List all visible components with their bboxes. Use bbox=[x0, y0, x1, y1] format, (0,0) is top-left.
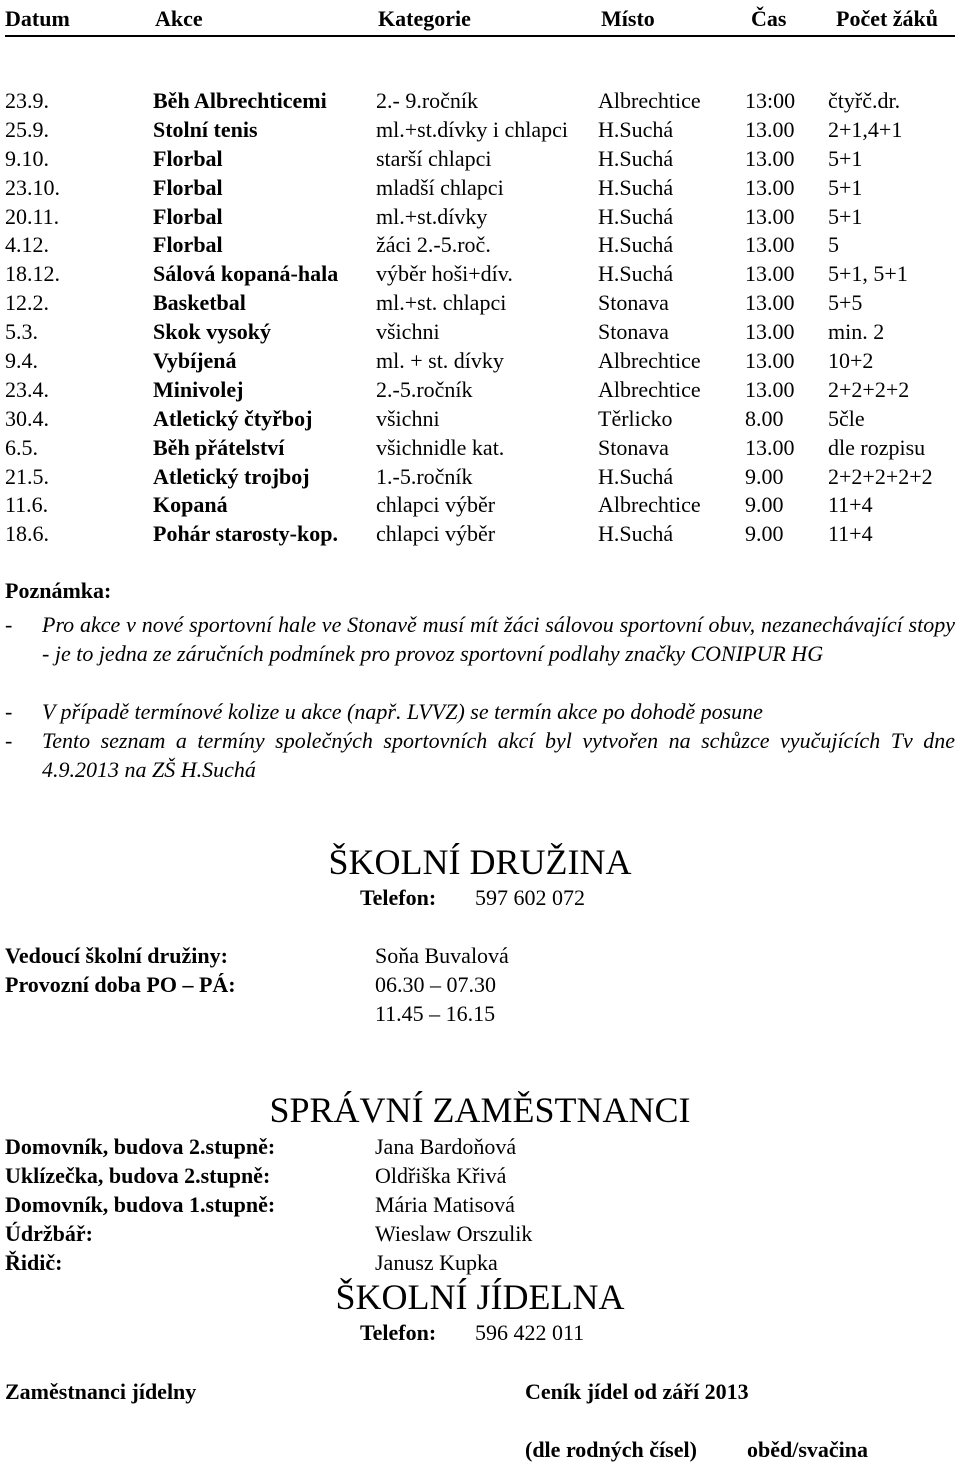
cell-akce: Atletický trojboj bbox=[153, 463, 310, 489]
staff-name: Jana Bardoňová bbox=[375, 1134, 517, 1159]
cell-datum: 30.4. bbox=[5, 405, 49, 431]
table-row bbox=[0, 346, 960, 375]
cell-misto: H.Suchá bbox=[598, 232, 674, 258]
table-row bbox=[0, 230, 960, 259]
staff-name: Oldřiška Křivá bbox=[375, 1163, 507, 1188]
note-item bbox=[5, 610, 955, 668]
cell-akce: Florbal bbox=[153, 232, 223, 258]
cell-misto: Albrechtice bbox=[598, 88, 701, 113]
header-akce: Akce bbox=[155, 6, 203, 31]
table-row bbox=[0, 317, 960, 346]
cell-misto: Stonava bbox=[598, 290, 669, 316]
table-row bbox=[0, 259, 960, 288]
cell-pocet: 11+4 bbox=[828, 521, 873, 547]
header-pocet: Počet žáků bbox=[836, 6, 939, 31]
cell-misto: Albrechtice bbox=[598, 348, 701, 374]
staff-name: Wieslaw Orszulik bbox=[375, 1221, 533, 1246]
cell-kategorie: všichni bbox=[376, 319, 440, 345]
cell-pocet: 2+2+2+2+2 bbox=[828, 463, 933, 489]
note-text: Tento seznam a termíny společných sportovních akcí byl vytvořen na schůzce vyučujících Tv dne 4.9.2013 na ZŠ H.Suchá bbox=[42, 728, 955, 782]
header-datum: Datum bbox=[5, 6, 70, 31]
staff-name: Mária Matisová bbox=[375, 1192, 515, 1217]
cell-misto: H.Suchá bbox=[598, 203, 674, 229]
druzina-phone: 597 602 072 bbox=[475, 885, 585, 910]
note-bullet: - bbox=[5, 699, 13, 724]
staff-name: Janusz Kupka bbox=[375, 1250, 498, 1275]
cell-cas: 13.00 bbox=[745, 261, 795, 287]
cell-datum: 9.4. bbox=[5, 348, 38, 374]
cell-cas: 13:00 bbox=[745, 88, 796, 113]
cell-cas: 9.00 bbox=[745, 492, 784, 518]
cell-kategorie: všichni bbox=[376, 405, 440, 431]
staff-role: Údržbář: bbox=[5, 1221, 93, 1246]
table-row bbox=[0, 202, 960, 231]
header-kategorie: Kategorie bbox=[378, 6, 471, 31]
cell-datum: 23.9. bbox=[5, 88, 49, 113]
table-row bbox=[0, 490, 960, 519]
cell-akce: Atletický čtyřboj bbox=[153, 405, 313, 431]
cell-kategorie: výběr hoši+dív. bbox=[376, 261, 513, 287]
cell-cas: 9.00 bbox=[745, 463, 784, 489]
cell-kategorie: chlapci výběr bbox=[376, 521, 496, 547]
note-text: Pro akce v nové sportovní hale ve Stonavě musí mít žáci sálovou sportovní obuv, nezanechávající stopy - je to jedna ze záručních podmínek pro provoz sportovní podlahy značky CONIPUR HG bbox=[42, 612, 955, 666]
cell-kategorie: starší chlapci bbox=[376, 145, 492, 171]
cell-datum: 23.10. bbox=[5, 174, 60, 200]
cell-cas: 13.00 bbox=[745, 348, 795, 374]
table-row bbox=[0, 404, 960, 433]
note-bullet: - bbox=[5, 612, 13, 637]
cell-cas: 13.00 bbox=[745, 319, 795, 345]
jidelna-employees-label: Zaměstnanci jídelny bbox=[5, 1379, 197, 1404]
cell-cas: 13.00 bbox=[745, 174, 795, 200]
cell-kategorie: ml. + st. dívky bbox=[376, 348, 504, 374]
cell-pocet: 5+1 bbox=[828, 203, 863, 229]
cell-pocet: 2+2+2+2 bbox=[828, 376, 910, 402]
cell-pocet: dle rozpisu bbox=[828, 434, 926, 460]
cell-kategorie: mladší chlapci bbox=[376, 174, 504, 200]
table-row bbox=[0, 173, 960, 202]
cell-misto: H.Suchá bbox=[598, 261, 674, 287]
cell-datum: 6.5. bbox=[5, 434, 38, 460]
druzina-head-label: Vedoucí školní družiny: bbox=[5, 943, 228, 968]
cell-misto: Stonava bbox=[598, 319, 669, 345]
cell-cas: 13.00 bbox=[745, 116, 795, 142]
staff-role: Řidič: bbox=[5, 1250, 63, 1275]
cell-kategorie: 1.-5.ročník bbox=[376, 463, 473, 489]
cell-datum: 18.6. bbox=[5, 521, 49, 547]
note-item bbox=[5, 726, 955, 784]
cell-pocet: 2+1,4+1 bbox=[828, 116, 903, 142]
cell-datum: 4.12. bbox=[5, 232, 49, 258]
cell-kategorie: 2.- 9.ročník bbox=[376, 88, 479, 113]
druzina-phone-label: Telefon: bbox=[360, 885, 437, 910]
cell-misto: Stonava bbox=[598, 434, 669, 460]
cell-cas: 13.00 bbox=[745, 376, 795, 402]
cell-pocet: min. 2 bbox=[828, 319, 885, 345]
cell-kategorie: 2.-5.ročník bbox=[376, 376, 473, 402]
druzina-hours-1: 06.30 – 07.30 bbox=[375, 972, 496, 997]
jidelna-price-label: Ceník jídel od září 2013 bbox=[525, 1379, 749, 1404]
cell-datum: 23.4. bbox=[5, 376, 49, 402]
cell-datum: 20.11. bbox=[5, 203, 60, 229]
cell-akce: Florbal bbox=[153, 145, 223, 171]
cell-kategorie: žáci 2.-5.roč. bbox=[376, 232, 491, 258]
table-row bbox=[0, 375, 960, 404]
cell-misto: H.Suchá bbox=[598, 174, 674, 200]
cell-misto: Albrechtice bbox=[598, 492, 701, 518]
jidelna-price-sub-2: oběd/svačina bbox=[747, 1437, 869, 1462]
cell-pocet: 5čle bbox=[828, 405, 865, 431]
cell-akce: Florbal bbox=[153, 174, 223, 200]
cell-pocet: 5+1 bbox=[828, 174, 863, 200]
cell-akce: Běh přátelství bbox=[153, 434, 285, 460]
jidelna-phone: 596 422 011 bbox=[475, 1320, 585, 1345]
cell-misto: H.Suchá bbox=[598, 145, 674, 171]
cell-cas: 13.00 bbox=[745, 232, 795, 258]
cell-akce: Pohár starosty-kop. bbox=[153, 521, 338, 547]
cell-cas: 13.00 bbox=[745, 203, 795, 229]
jidelna-title: ŠKOLNÍ JÍDELNA bbox=[335, 1277, 625, 1317]
cell-akce: Skok vysoký bbox=[153, 319, 272, 345]
cell-datum: 25.9. bbox=[5, 116, 49, 142]
cell-datum: 21.5. bbox=[5, 463, 49, 489]
cell-akce: Minivolej bbox=[153, 376, 244, 402]
events-table bbox=[0, 86, 960, 548]
cell-pocet: 5+1, 5+1 bbox=[828, 261, 908, 287]
cell-datum: 5.3. bbox=[5, 319, 38, 345]
cell-akce: Florbal bbox=[153, 203, 223, 229]
cell-datum: 9.10. bbox=[5, 145, 49, 171]
table-row bbox=[0, 115, 960, 144]
staff-title: SPRÁVNÍ ZAMĚSTNANCI bbox=[269, 1090, 691, 1130]
cell-pocet: 11+4 bbox=[828, 492, 873, 518]
druzina-hours-2: 11.45 – 16.15 bbox=[375, 1001, 496, 1026]
cell-pocet: 10+2 bbox=[828, 348, 874, 374]
cell-akce: Vybíjená bbox=[153, 348, 237, 374]
cell-akce: Stolní tenis bbox=[153, 116, 258, 142]
header-misto: Místo bbox=[601, 6, 655, 31]
cell-kategorie: ml.+st.dívky i chlapci bbox=[376, 116, 569, 142]
header-cas: Čas bbox=[751, 6, 787, 31]
druzina-title: ŠKOLNÍ DRUŽINA bbox=[328, 842, 632, 882]
cell-kategorie: ml.+st. chlapci bbox=[376, 290, 507, 316]
table-row bbox=[0, 144, 960, 173]
cell-akce: Sálová kopaná-hala bbox=[153, 261, 339, 287]
note-text: V případě termínové kolize u akce (např. LVVZ) se termín akce po dohodě posune bbox=[42, 699, 763, 724]
cell-datum: 12.2. bbox=[5, 290, 49, 316]
cell-misto: H.Suchá bbox=[598, 116, 674, 142]
cell-misto: Těrlicko bbox=[598, 405, 673, 431]
table-row bbox=[0, 288, 960, 317]
cell-cas: 13.00 bbox=[745, 434, 795, 460]
staff-role: Uklízečka, budova 2.stupně: bbox=[5, 1163, 271, 1188]
cell-pocet: 5+5 bbox=[828, 290, 863, 316]
table-row bbox=[0, 86, 960, 115]
header-rule bbox=[5, 35, 955, 37]
cell-akce: Běh Albrechticemi bbox=[153, 88, 327, 113]
table-row bbox=[0, 462, 960, 491]
notes-title: Poznámka: bbox=[5, 578, 112, 603]
cell-pocet: 5+1 bbox=[828, 145, 863, 171]
cell-kategorie: chlapci výběr bbox=[376, 492, 496, 518]
cell-cas: 13.00 bbox=[745, 145, 795, 171]
staff-role: Domovník, budova 1.stupně: bbox=[5, 1192, 276, 1217]
cell-cas: 9.00 bbox=[745, 521, 784, 547]
cell-datum: 11.6. bbox=[5, 492, 49, 518]
cell-cas: 13.00 bbox=[745, 290, 795, 316]
table-row bbox=[0, 519, 960, 548]
cell-misto: H.Suchá bbox=[598, 521, 674, 547]
cell-kategorie: ml.+st.dívky bbox=[376, 203, 488, 229]
table-header bbox=[0, 0, 960, 38]
note-bullet: - bbox=[5, 728, 13, 753]
jidelna-phone-label: Telefon: bbox=[360, 1320, 437, 1345]
cell-pocet: čtyřč.dr. bbox=[828, 88, 901, 113]
druzina-hours-label: Provozní doba PO – PÁ: bbox=[5, 972, 236, 997]
note-item bbox=[5, 697, 955, 726]
staff-role: Domovník, budova 2.stupně: bbox=[5, 1134, 276, 1159]
cell-akce: Kopaná bbox=[153, 492, 228, 518]
cell-datum: 18.12. bbox=[5, 261, 60, 287]
cell-cas: 8.00 bbox=[745, 405, 784, 431]
cell-pocet: 5 bbox=[828, 232, 839, 258]
cell-misto: H.Suchá bbox=[598, 463, 674, 489]
cell-akce: Basketbal bbox=[153, 290, 246, 316]
druzina-head-name: Soňa Buvalová bbox=[375, 943, 509, 968]
table-row bbox=[0, 433, 960, 462]
cell-kategorie: všichnidle kat. bbox=[376, 434, 505, 460]
jidelna-price-sub-1: (dle rodných čísel) bbox=[525, 1437, 697, 1462]
cell-misto: Albrechtice bbox=[598, 376, 701, 402]
